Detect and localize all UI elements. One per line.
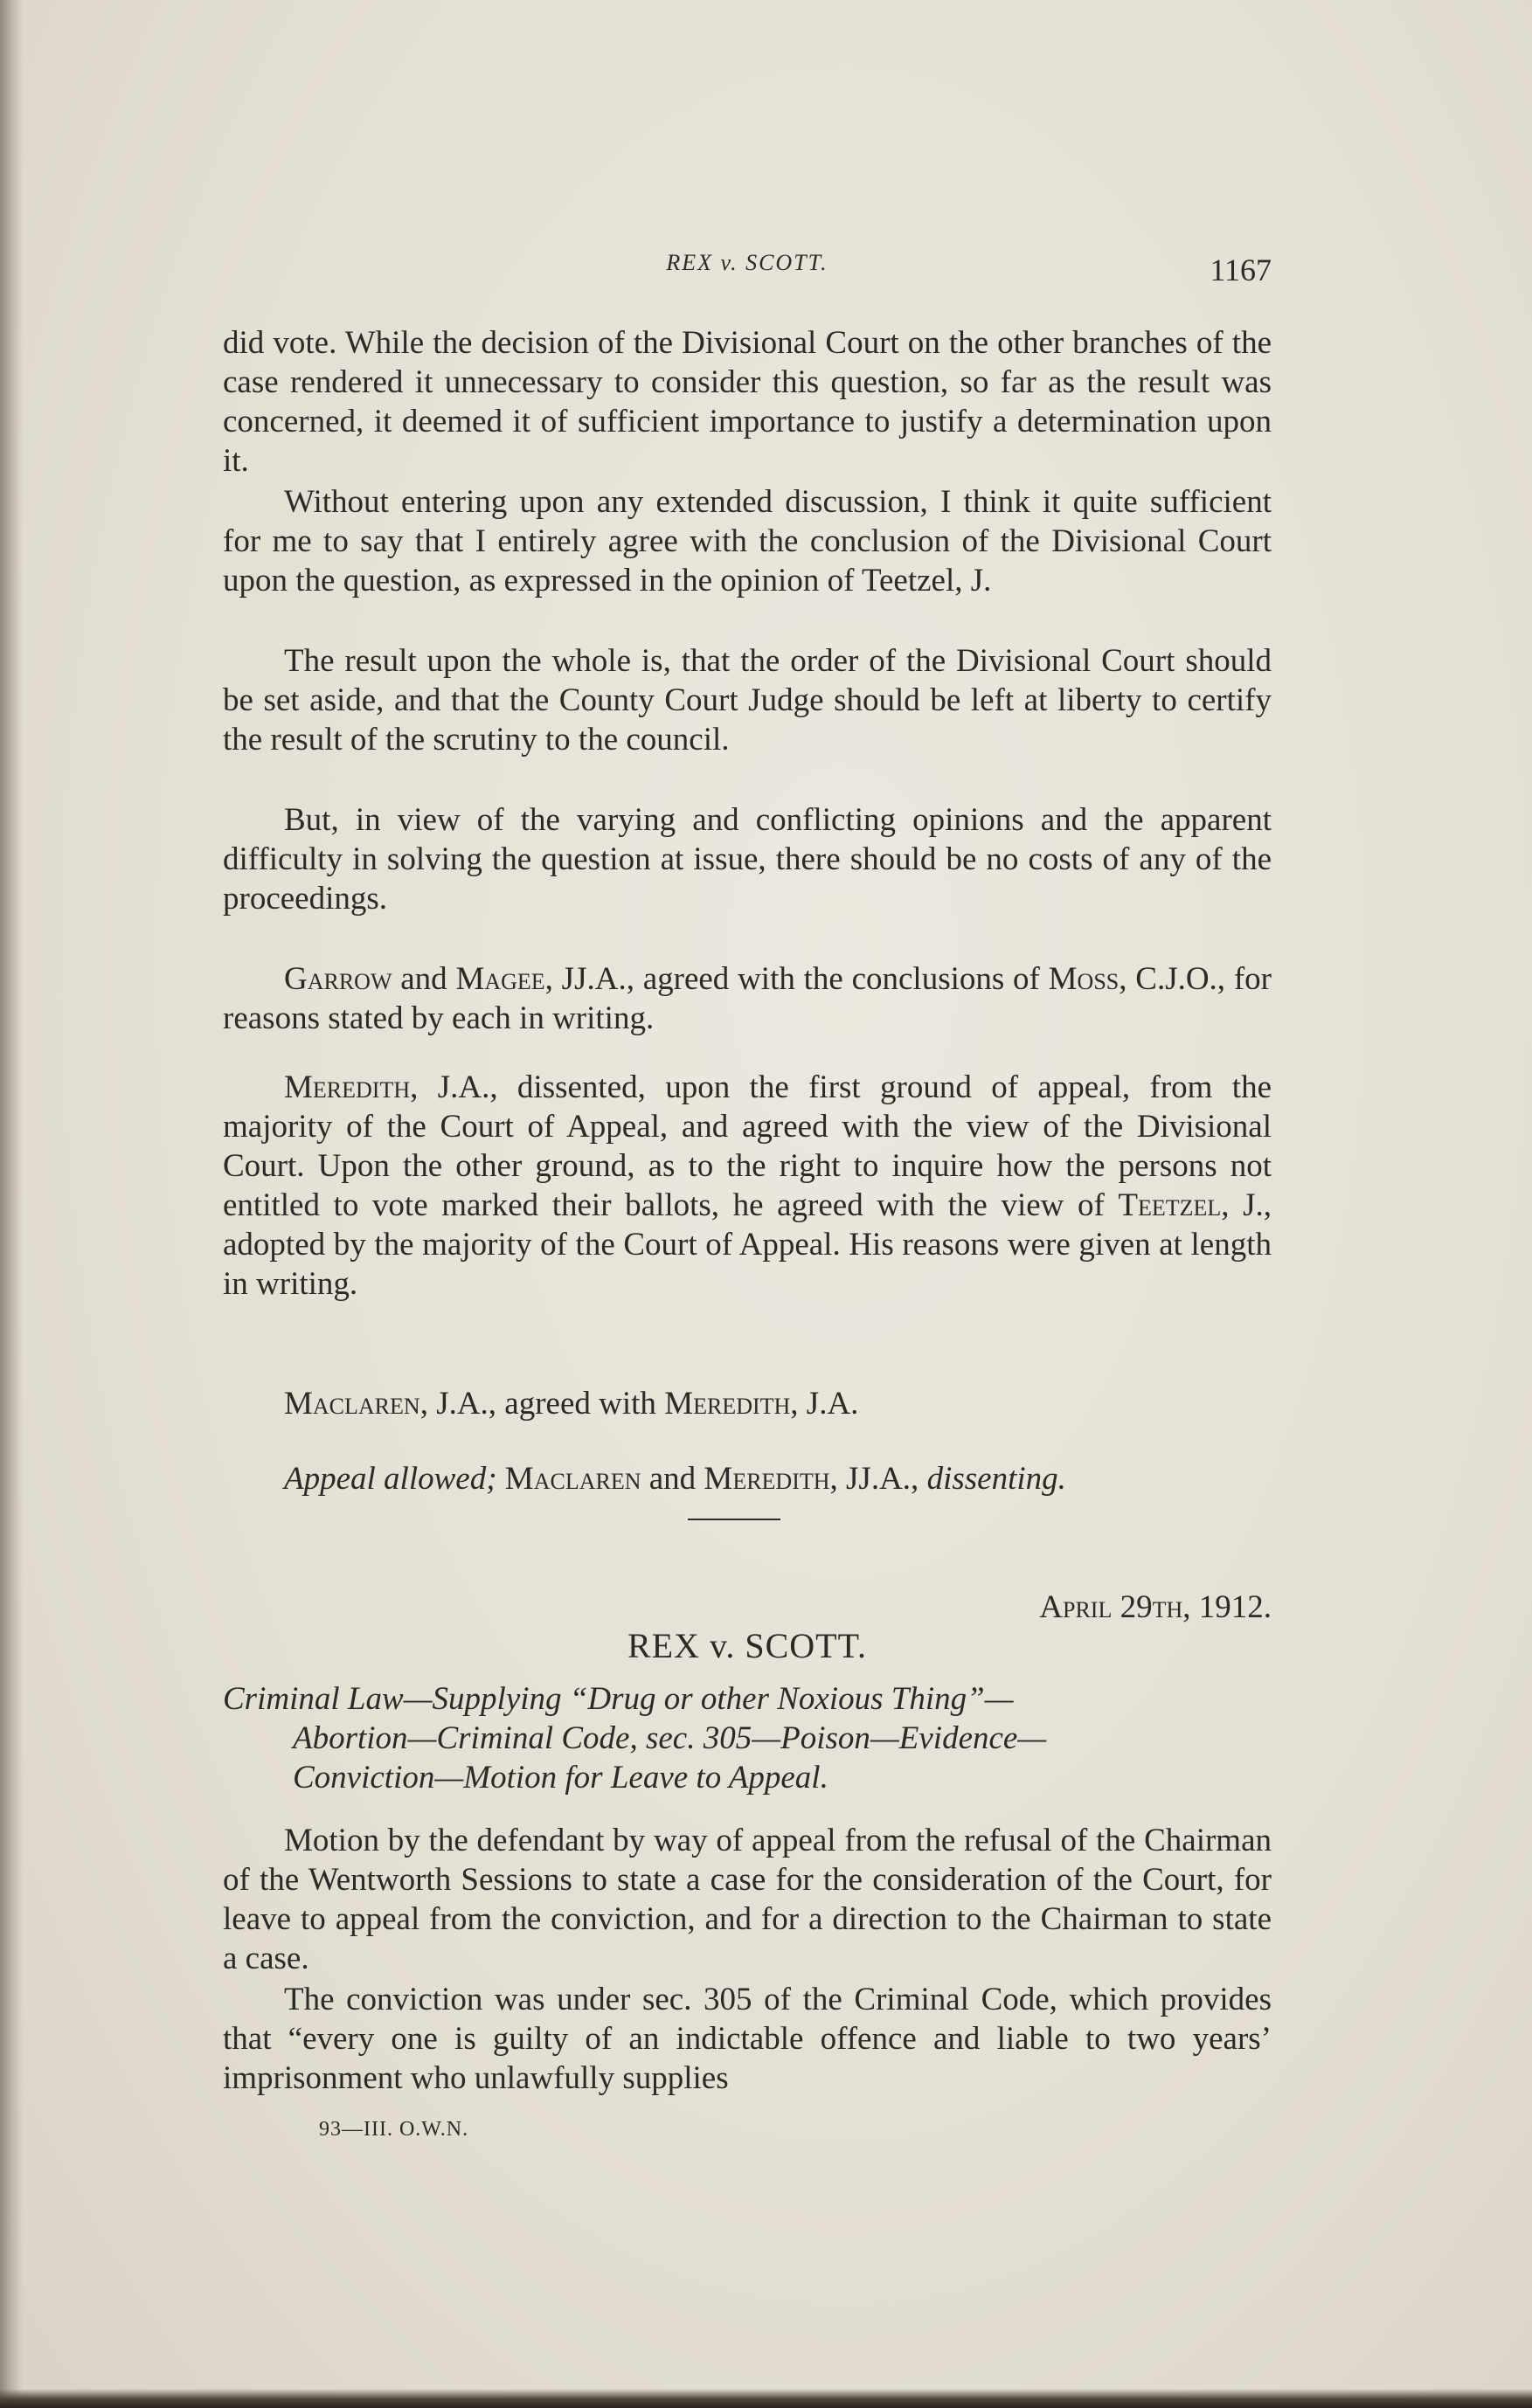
judge-name: Meredith bbox=[664, 1386, 791, 1422]
judge-name: Meredith bbox=[704, 1461, 830, 1497]
paragraph-1: did vote. While the decision of the Divisional Court on the other branches of the case rendered it unnecessary to consider this question, so far as the result was concerned, it deemed it of sufficient importance to justify a determination upon it. bbox=[223, 325, 1272, 479]
paragraph-maclaren: Maclaren, J.A., agreed with Meredith, J.A. bbox=[284, 1386, 859, 1422]
paragraph-meredith: Meredith, J.A., dissented, upon the first ground of appeal, from the majority of the Court of Appeal, and agreed with the view of the Divisional Court. Upon the other ground, as to the right to inquire how the persons not entitled to vote marked their ballots, he agreed with the view of Teetzel, J., adopted by the majority of the Court of Appeal. His reasons were given at length in writing. bbox=[223, 1069, 1272, 1302]
judge-name: Maclaren bbox=[504, 1461, 641, 1497]
disposition: Appeal allowed; Maclaren and Meredith, JJ.A., dissenting. bbox=[284, 1461, 1066, 1497]
judge-name: Magee bbox=[455, 961, 545, 997]
paragraph-6: The conviction was under sec. 305 of the Criminal Code, which provides that “every one is guilty of an indictable offence and liable to two years’ imprisonment who unlawfully supplies bbox=[223, 1982, 1272, 2096]
paragraph-2: Without entering upon any extended discussion, I think it quite sufficient for me to say that I entirely agree with the conclusion of the Divisional Court upon the question, as expressed in the opinion of Teetzel, J. bbox=[223, 484, 1272, 599]
running-head bbox=[223, 245, 1272, 297]
headnote-line: Criminal Law—Supplying “Drug or other Noxious Thing”— bbox=[223, 1681, 1014, 1717]
book-binding-shadow bbox=[0, 0, 23, 2408]
headnote-line: Conviction—Motion for Leave to Appeal. bbox=[293, 1760, 828, 1796]
headnote-line: Abortion—Criminal Code, sec. 305—Poison—Evidence— bbox=[293, 1720, 1047, 1756]
running-head-title: REX v. SCOTT. bbox=[666, 250, 828, 275]
page-number: 1167 bbox=[1210, 253, 1272, 287]
headnote bbox=[223, 1679, 1272, 1797]
section-divider bbox=[688, 1519, 780, 1520]
judge-name: Maclaren bbox=[284, 1386, 420, 1422]
judge-name: Meredith bbox=[284, 1069, 411, 1105]
paragraph-4: But, in view of the varying and conflicting opinions and the apparent difficulty in solving the question at issue, there should be no costs of any of the proceedings. bbox=[223, 802, 1272, 917]
case-date: April 29th, 1912. bbox=[1039, 1589, 1272, 1625]
signature-mark: 93—III. O.W.N. bbox=[319, 2118, 469, 2141]
disposition-dissent: dissenting. bbox=[926, 1461, 1066, 1497]
paragraph-garrow: Garrow and Magee, JJ.A., agreed with the conclusions of Moss, C.J.O., for reasons stated by each in writing. bbox=[223, 961, 1272, 1036]
case-title: REX v. SCOTT. bbox=[627, 1626, 868, 1665]
paragraph-3: The result upon the whole is, that the order of the Divisional Court should be set aside, and that the County Court Judge should be left at liberty to certify the result of the scrutiny to the council. bbox=[223, 643, 1272, 758]
judge-name: Teetzel bbox=[1118, 1187, 1222, 1223]
disposition-result: Appeal allowed; bbox=[284, 1461, 497, 1497]
judge-name: Moss bbox=[1048, 961, 1120, 997]
paragraph-5: Motion by the defendant by way of appeal from the refusal of the Chairman of the Wentworth Sessions to state a case for the consideration of the Court, for leave to appeal from the conviction, and for a direction to the Chairman to state a case. bbox=[223, 1823, 1272, 1976]
judge-name: Garrow bbox=[284, 961, 392, 997]
page-bottom-edge bbox=[0, 2389, 1532, 2408]
